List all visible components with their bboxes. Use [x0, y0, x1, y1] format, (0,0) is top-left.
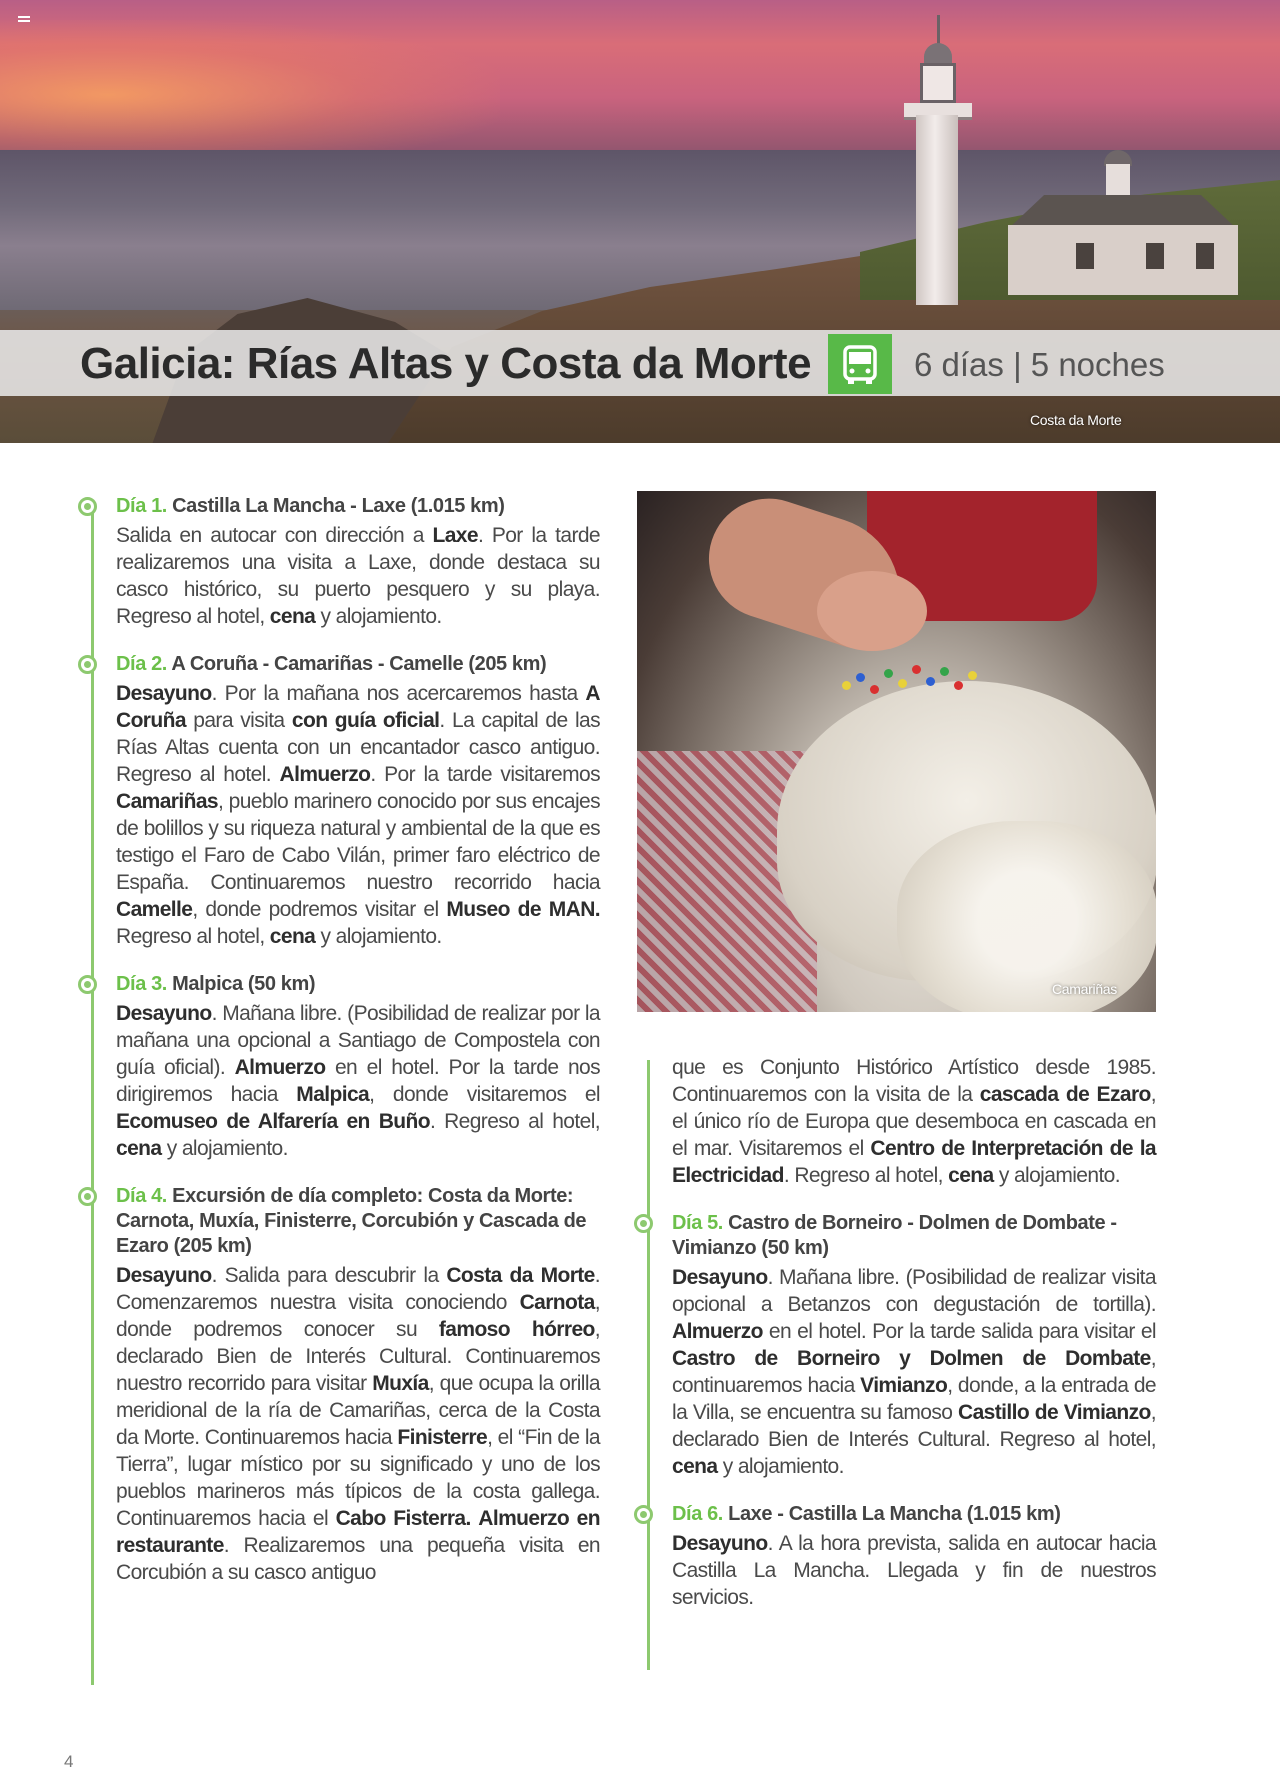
day-description: que es Conjunto Histórico Artístico desde 1985. Continuaremos con la visita de la cascada de Ezaro, el único río de Europa que desemboca en cascada en el mar. Visitaremos el Centro de Interpretación de la Electricidad. Regreso al hotel, cena y alojamiento.	[672, 1056, 1157, 1187]
day-2	[92, 652, 600, 950]
day-description: Salida en autocar con dirección a Laxe. Por la tarde realizaremos una visita a Laxe, donde destaca su casco histórico, su puerto pesquero y su playa. Regreso al hotel, cena y alojamiento.	[116, 524, 601, 628]
highlight-text: Muxía	[372, 1372, 429, 1395]
timeline-dot	[634, 1505, 653, 1524]
small-tower	[1100, 140, 1136, 200]
day-3	[92, 972, 600, 1162]
day-description: Desayuno. A la hora prevista, salida en autocar hacia Castilla La Mancha. Llegada y fin de nuestros servicios.	[672, 1532, 1156, 1609]
highlight-text: cascada de Ezaro	[979, 1083, 1151, 1106]
keeper-house	[1000, 195, 1245, 305]
bus-icon	[828, 334, 892, 394]
highlight-text: Camelle	[116, 898, 193, 921]
highlight-text: Museo de MAN.	[446, 898, 601, 921]
transport-badge	[828, 334, 892, 394]
highlight-text: cena	[948, 1164, 994, 1187]
hero-photo-caption: Costa da Morte	[1030, 412, 1122, 428]
highlight-text: A Coruña	[116, 682, 600, 732]
trip-duration: 6 días | 5 noches	[914, 346, 1165, 383]
day-description: Desayuno. Salida para descubrir la Costa da Morte. Comenzaremos nuestra visita conociendo Carnota, donde podremos conocer su famoso hórreo, declarado Bien de Interés Cultural. Continuaremos nuestro recorrido para visitar Muxía, que ocupa la orilla meridional de la ría de Camariñas, cerca de la Costa da Morte. Continuaremos hacia Finisterre, el “Fin de la Tierra”, lugar místico por su significado y uno de los pueblos marineros más típicos de la costa gallega. Continuaremos hacia el Cabo Fisterra. Almuerzo en restaurante. Realizaremos una pequeña visita en Corcubión a su casco antiguo	[116, 1264, 600, 1584]
highlight-text: Carnota	[519, 1291, 595, 1314]
day-heading: Día 1. Castilla La Mancha - Laxe (1.015 km)	[116, 495, 505, 517]
highlight-text: cena	[269, 925, 316, 948]
day-4	[92, 1184, 600, 1586]
camarinas-lace-photo	[637, 491, 1156, 1012]
highlight-text: Desayuno	[116, 1264, 212, 1287]
day-heading: Día 5. Castro de Borneiro - Dolmen de Dombate - Vimianzo (50 km)	[672, 1212, 1117, 1259]
highlight-text: Centro de Interpretación de la Electricidad	[672, 1137, 1157, 1187]
highlight-text: Desayuno	[116, 1002, 212, 1025]
highlight-text: cena	[269, 605, 316, 628]
highlight-text: Almuerzo	[234, 1056, 326, 1079]
sunset-glow	[0, 20, 500, 170]
highlight-text: Vimianzo	[860, 1374, 948, 1397]
highlight-text: Castillo de Vimianzo	[958, 1401, 1151, 1424]
highlight-text: Laxe	[432, 524, 478, 547]
page-number: 4	[64, 1752, 74, 1771]
highlight-text: cena	[116, 1137, 162, 1160]
highlight-text: Almuerzo	[672, 1320, 763, 1343]
itinerary-column-right	[648, 1054, 1156, 1611]
highlight-text: Desayuno	[672, 1266, 768, 1289]
highlight-text: Desayuno	[116, 682, 212, 705]
day-6	[648, 1502, 1156, 1611]
highlight-text: con guía oficial	[291, 709, 440, 732]
highlight-text: Almuerzo en restaurante	[116, 1507, 600, 1557]
day-description: Desayuno. Mañana libre. (Posibilidad de realizar visita opcional a Betanzos con degustación de tortilla). Almuerzo en el hotel. Por la tarde salida para visitar el Castro de Borneiro y Dolmen de Dombate, continuaremos hacia Vimianzo, donde, a la entrada de la Villa, se encuentra su famoso Castillo de Vimianzo, declarado Bien de Interés Cultural. Regreso al hotel, cena y alojamiento.	[672, 1266, 1156, 1478]
highlight-text: Costa da Morte	[446, 1264, 595, 1287]
highlight-text: famoso hórreo	[438, 1318, 595, 1341]
highlight-text: Almuerzo	[279, 763, 371, 786]
day-heading: Día 3. Malpica (50 km)	[116, 973, 316, 995]
timeline-dot	[634, 1214, 653, 1233]
page-title: Galicia: Rías Altas y Costa da Morte	[80, 339, 812, 388]
day-4-continuation	[648, 1054, 1156, 1189]
highlight-text: Ecomuseo de Alfarería en Buño	[116, 1110, 430, 1133]
itinerary-column-left	[92, 494, 600, 1586]
highlight-text: Desayuno	[672, 1532, 768, 1555]
lace-photo-caption: Camariñas	[1052, 981, 1117, 997]
highlight-text: Castro de Borneiro y Dolmen de Dombate	[672, 1347, 1151, 1370]
highlight-text: Cabo Fisterra.	[335, 1507, 471, 1530]
day-5	[648, 1211, 1156, 1480]
timeline-dot	[78, 497, 97, 516]
highlight-text: Malpica	[296, 1083, 370, 1106]
highlight-text: cena	[672, 1455, 718, 1478]
timeline-dot	[78, 975, 97, 994]
highlight-text: Camariñas	[116, 790, 218, 813]
day-description: Desayuno. Por la mañana nos acercaremos hasta A Coruña para visita con guía oficial. La capital de las Rías Altas cuenta con un encantador casco antiguo. Regreso al hotel. Almuerzo. Por la tarde visitaremos Camariñas, pueblo marinero conocido por sus encajes de bolillos y su riqueza natural y ambiental de la que es testigo el Faro de Cabo Vilán, primer faro eléctrico de España. Continuaremos nuestro recorrido hacia Camelle, donde podremos visitar el Museo de MAN. Regreso al hotel, cena y alojamiento.	[116, 682, 601, 948]
highlight-text: Finisterre	[397, 1426, 488, 1449]
timeline-dot	[78, 1187, 97, 1206]
timeline-dot	[78, 655, 97, 674]
day-1	[92, 494, 600, 630]
day-heading: Día 6. Laxe - Castilla La Mancha (1.015 km)	[672, 1503, 1061, 1525]
day-description: Desayuno. Mañana libre. (Posibilidad de realizar por la mañana una opcional a Santiago de Compostela con guía oficial). Almuerzo en el hotel. Por la tarde nos dirigiremos hacia Malpica, donde visitaremos el Ecomuseo de Alfarería en Buño. Regreso al hotel, cena y alojamiento.	[116, 1002, 600, 1160]
menu-icon[interactable]	[18, 16, 30, 26]
lighthouse	[900, 15, 980, 300]
day-heading: Día 2. A Coruña - Camariñas - Camelle (205 km)	[116, 653, 547, 675]
day-heading: Día 4. Excursión de día completo: Costa da Morte: Carnota, Muxía, Finisterre, Corcubión y Cascada de Ezaro (205 km)	[116, 1185, 587, 1257]
